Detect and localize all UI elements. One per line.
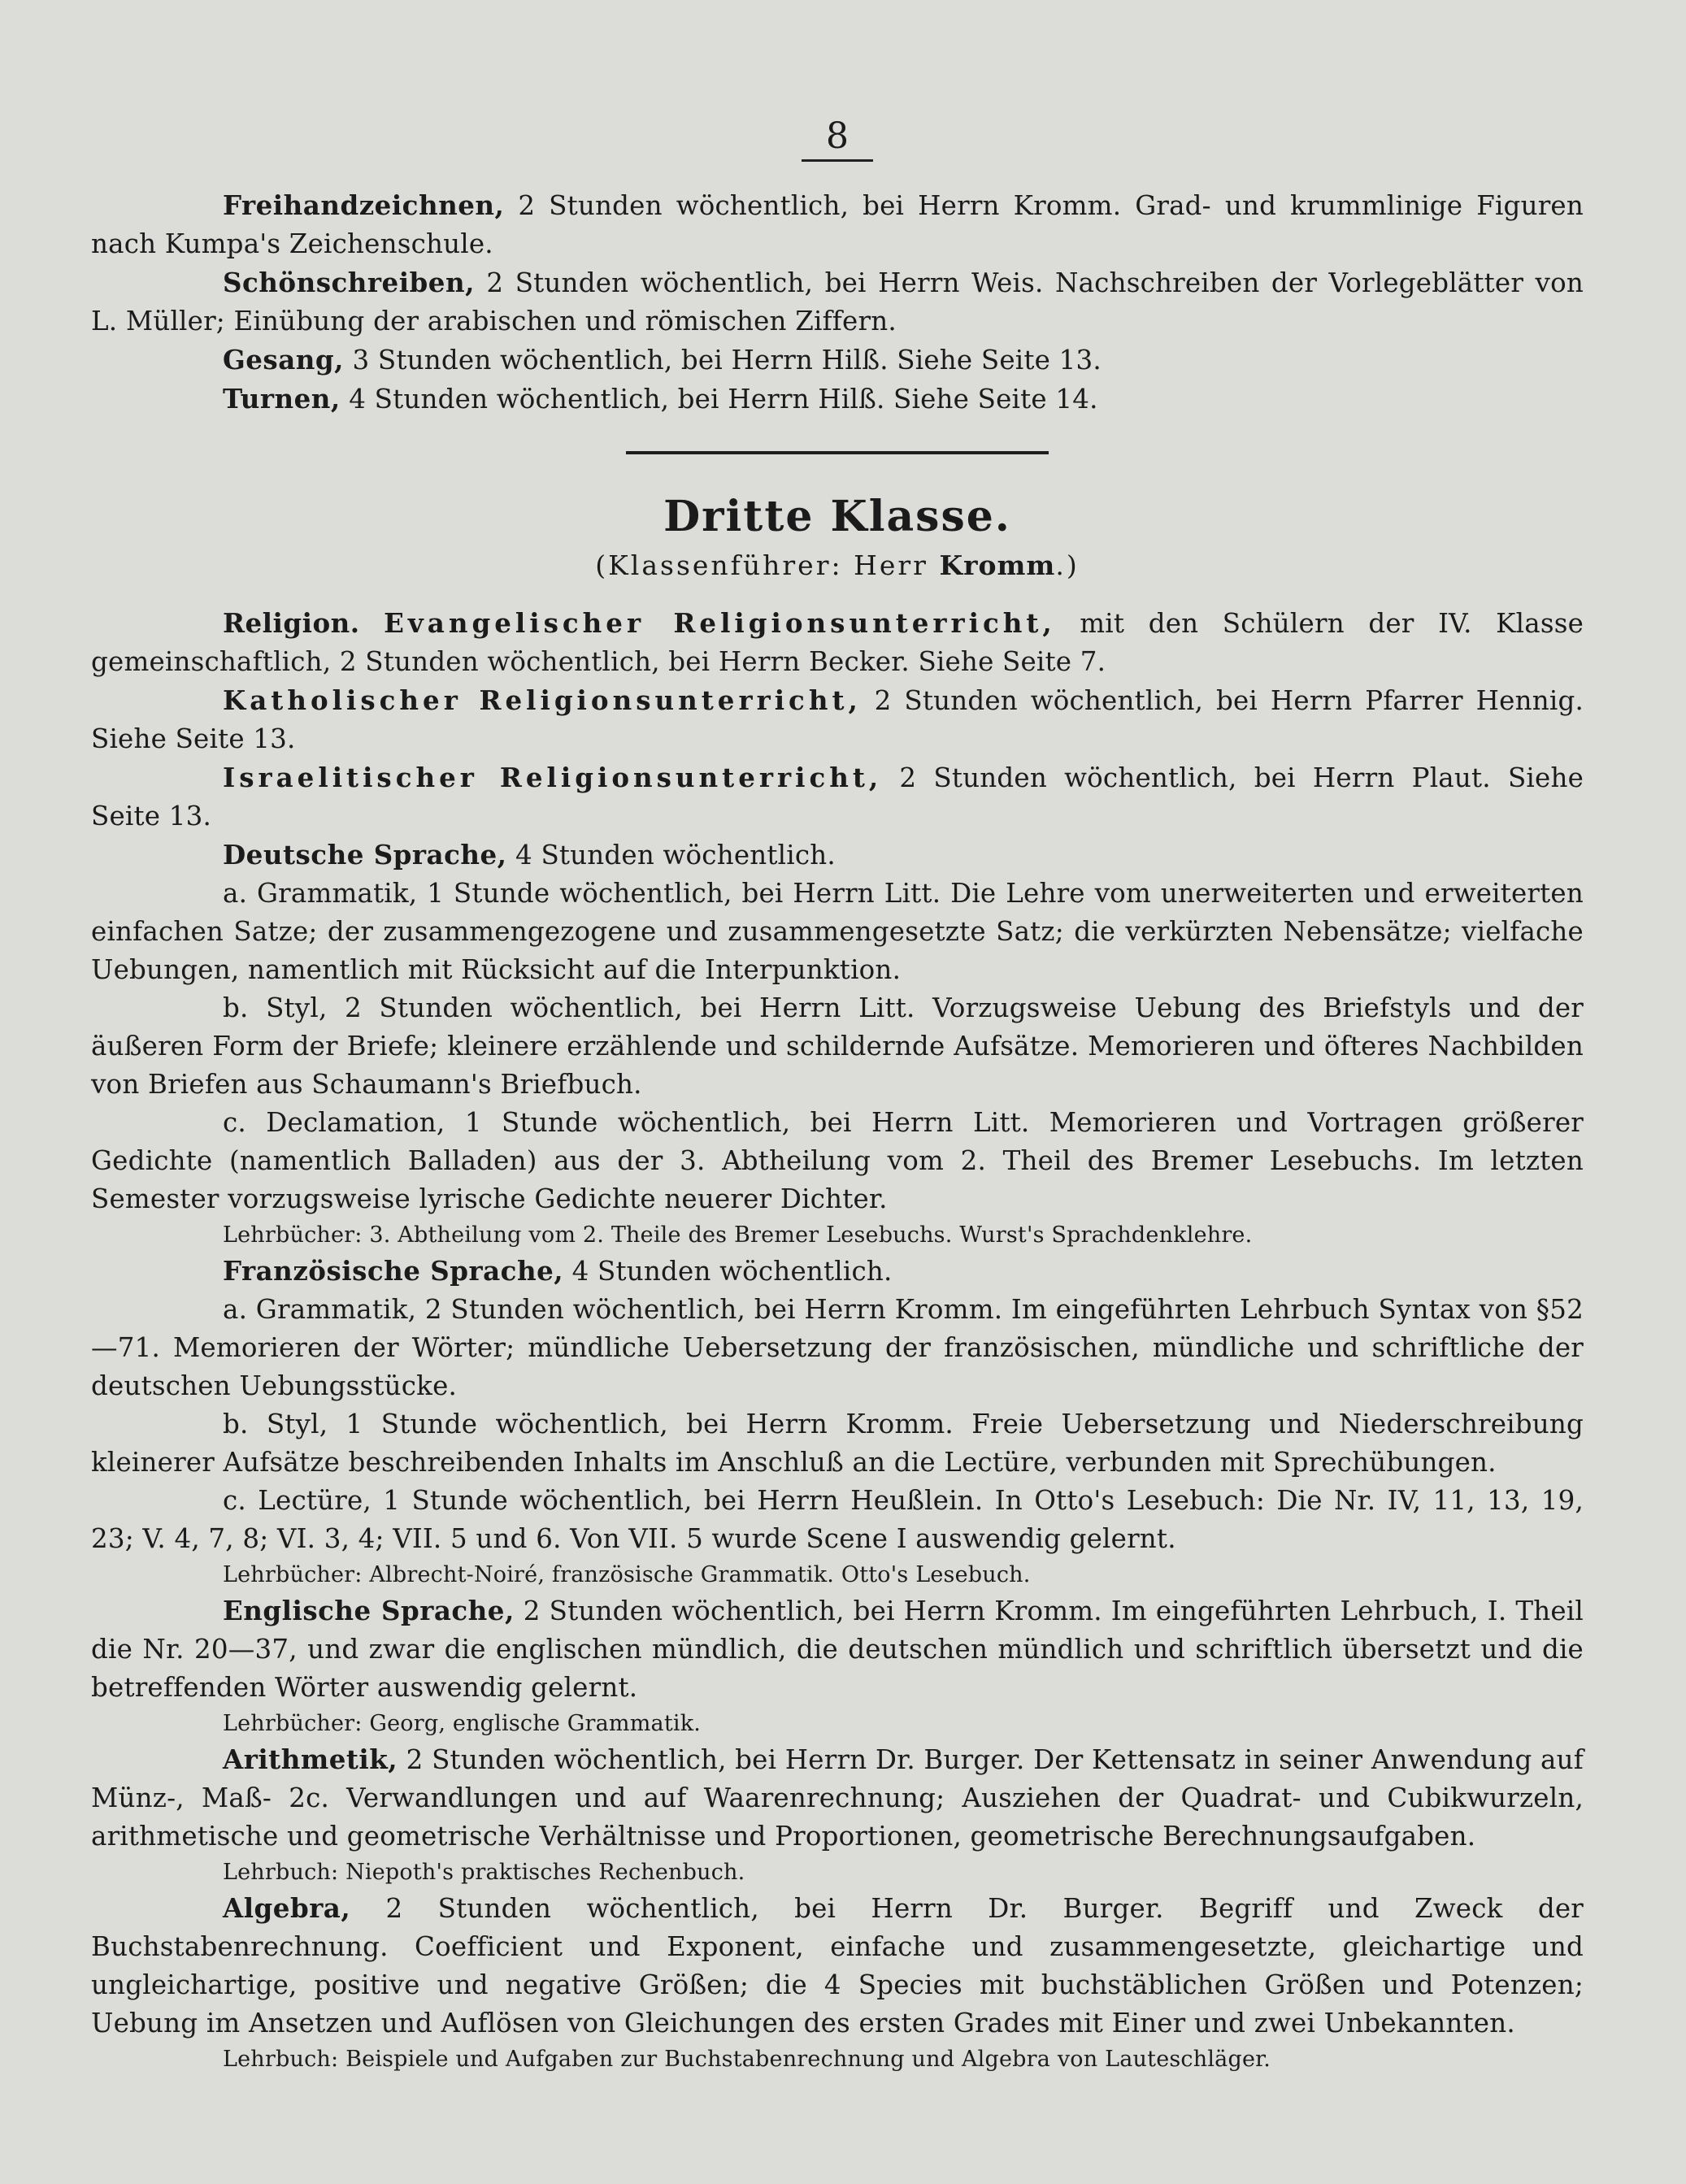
- subject-gesang: Gesang, 3 Stunden wöchentlich, bei Herrn Hilß. Siehe Seite 13.: [223, 344, 1102, 376]
- deutsch-grammatik: a. Grammatik, 1 Stunde wöchentlich, bei Herrn Litt. Die Lehre vom unerweiterten und erweiterten einfachen Satze; der zusammengezogene und zusammengesetzte Satz; die verkürzten Nebensätze; vielfache Uebungen, namentlich mit Rücksicht auf die Interpunktion.: [91, 878, 1584, 985]
- subject-arithmetik: Arithmetik, 2 Stunden wöchentlich, bei Herrn Dr. Burger. Der Kettensatz in seiner Anwendung auf Münz-, Maß- 2c. Verwandlungen und auf Waarenrechnung; Ausziehen der Quadrat- und Cubikwurzeln, arithmetische und geometrische Verhältnisse und Proportionen, geometrische Berechnungsaufgaben.: [91, 1743, 1584, 1852]
- franz-styl: b. Styl, 1 Stunde wöchentlich, bei Herrn Kromm. Freie Uebersetzung und Niederschreibung kleinerer Aufsätze beschreibenden Inhalts im Anschluß an die Lectüre, verbunden mit Sprechübungen.: [91, 1409, 1584, 1478]
- religion-israelitisch: Israelitischer Religionsunterricht, 2 Stunden wöchentlich, bei Herrn Plaut. Siehe Seite 13.: [91, 762, 1584, 831]
- religion-katholisch: Katholischer Religionsunterricht, 2 Stunden wöchentlich, bei Herrn Pfarrer Hennig. Siehe Seite 13.: [91, 684, 1584, 754]
- section-divider: [626, 451, 1049, 454]
- subject-turnen: Turnen, 4 Stunden wöchentlich, bei Herrn Hilß. Siehe Seite 14.: [223, 383, 1098, 415]
- subject-algebra: Algebra, 2 Stunden wöchentlich, bei Herrn Dr. Burger. Begriff und Zweck der Buchstabenrechnung. Coefficient und Exponent, einfache und zusammengesetzte, gleichartige und ungleichartige, positive und negative Größen; die 4 Species mit buchstäblichen Größen und Potenzen; Uebung im Ansetzen und Auflösen von Gleichungen des ersten Grades mit Einer und zwei Unbekannten.: [91, 1892, 1584, 2039]
- subject-freihandzeichnen: Freihandzeichnen, 2 Stunden wöchentlich, bei Herrn Kromm. Grad- und krummlinige Figuren nach Kumpa's Zeichenschule.: [91, 189, 1584, 259]
- class-leader: (Klassenführer: Herr Kromm.): [595, 549, 1080, 581]
- algebra-lehrbuch: Lehrbuch: Beispiele und Aufgaben zur Buchstabenrechnung und Algebra von Lauteschläger.: [223, 2047, 1271, 2072]
- deutsch-lehrbuecher: Lehrbücher: 3. Abtheilung vom 2. Theile des Bremer Lesebuchs. Wurst's Sprachdenklehre.: [223, 1222, 1253, 1248]
- franz-grammatik: a. Grammatik, 2 Stunden wöchentlich, bei Herrn Kromm. Im eingeführten Lehrbuch Syntax von §52—71. Memorieren der Wörter; mündliche Uebersetzung der französischen, mündliche und schriftliche der deutschen Uebungsstücke.: [91, 1294, 1584, 1401]
- englisch-lehrbuecher: Lehrbücher: Georg, englische Grammatik.: [223, 1711, 702, 1736]
- deutsch-styl: b. Styl, 2 Stunden wöchentlich, bei Herrn Litt. Vorzugsweise Uebung des Briefstyls und der äußeren Form der Briefe; kleinere erzählende und schildernde Aufsätze. Memorieren und öfteres Nachbilden von Briefen aus Schaumann's Briefbuch.: [91, 992, 1584, 1100]
- page-number: 8: [91, 114, 1584, 162]
- subject-deutsch: Deutsche Sprache, 4 Stunden wöchentlich.: [223, 839, 836, 871]
- subject-schoenschreiben: Schönschreiben, 2 Stunden wöchentlich, bei Herrn Weis. Nachschreiben der Vorlegeblätter von L. Müller; Einübung der arabischen und römischen Ziffern.: [91, 267, 1584, 337]
- page-content: [91, 114, 1584, 2076]
- subject-englisch: Englische Sprache, 2 Stunden wöchentlich, bei Herrn Kromm. Im eingeführten Lehrbuch, I. Theil die Nr. 20—37, und zwar die englischen mündlich, die deutschen mündlich und schriftlich übersetzt und die betreffenden Wörter auswendig gelernt.: [91, 1595, 1584, 1703]
- deutsch-declamation: c. Declamation, 1 Stunde wöchentlich, bei Herrn Litt. Memorieren und Vortragen größerer Gedichte (namentlich Balladen) aus der 3. Abtheilung vom 2. Theil des Bremer Lesebuchs. Im letzten Semester vorzugsweise lyrische Gedichte neuerer Dichter.: [91, 1107, 1584, 1214]
- religion-evangelisch: Religion. Evangelischer Religionsunterricht, mit den Schülern der IV. Klasse gemeinschaftlich, 2 Stunden wöchentlich, bei Herrn Becker. Siehe Seite 7.: [91, 607, 1584, 677]
- arithmetik-lehrbuch: Lehrbuch: Niepoth's praktisches Rechenbuch.: [223, 1860, 745, 1885]
- subject-franzoesisch: Französische Sprache, 4 Stunden wöchentlich.: [223, 1255, 893, 1287]
- class-title: Dritte Klasse.: [663, 492, 1011, 541]
- franz-lectuere: c. Lectüre, 1 Stunde wöchentlich, bei Herrn Heußlein. In Otto's Lesebuch: Die Nr. IV, 11, 13, 19, 23; V. 4, 7, 8; VI. 3, 4; VII. 5 und 6. Von VII. 5 wurde Scene I auswendig gelernt.: [91, 1485, 1584, 1554]
- franz-lehrbuecher: Lehrbücher: Albrecht-Noiré, französische Grammatik. Otto's Lesebuch.: [223, 1562, 1031, 1587]
